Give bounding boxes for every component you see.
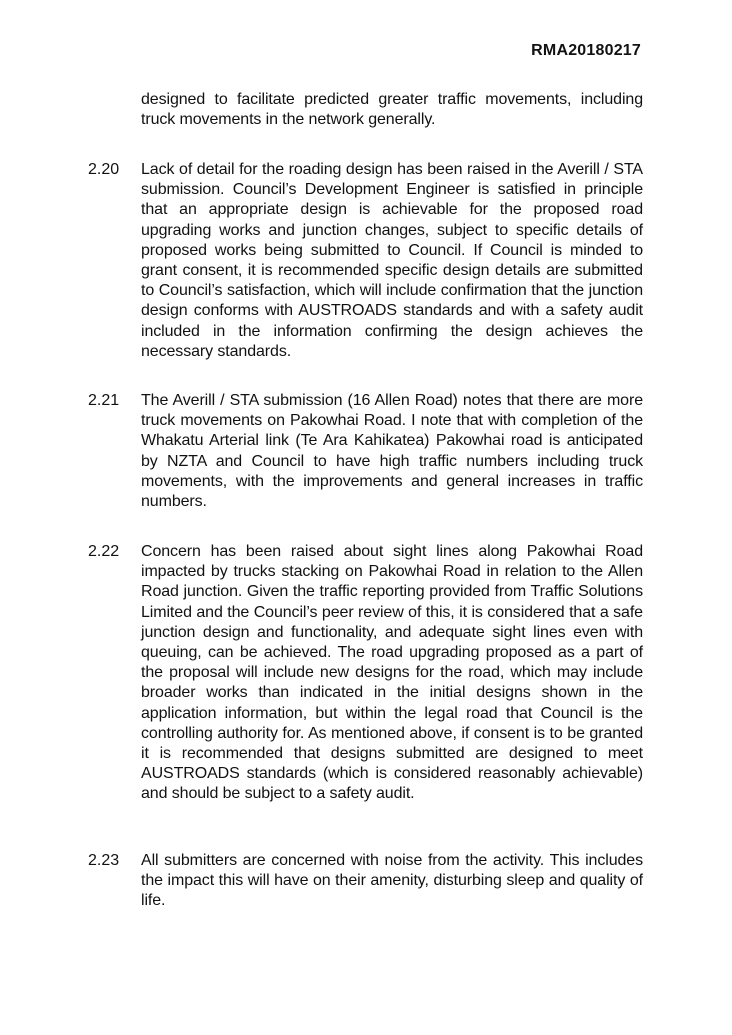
paragraph-text: All submitters are concerned with noise from the activity. This includes the impact this will have on their amenity, disturbing sleep and quality of life. [141, 852, 643, 910]
paragraph-number: 2.22 [88, 543, 120, 560]
paragraph-text: The Averill / STA submission (16 Allen Road) notes that there are more truck movements on Pakowhai Road. I note that with completion of the Whakatu Arterial link (Te Ara Kahikatea) Pakowhai road is anticipated by NZTA and Council to have high traffic numbers including truck movements, with the improvements and general increases in traffic numbers. [141, 392, 643, 511]
paragraph-number: 2.21 [88, 392, 120, 409]
paragraph-number: 2.20 [88, 161, 120, 178]
document-reference: RMA20180217 [531, 42, 641, 59]
paragraph-number: 2.23 [88, 852, 120, 869]
paragraph-text: designed to facilitate predicted greater traffic movements, including truck movements in the network generally. [141, 91, 643, 129]
paragraph-text: Lack of detail for the roading design has been raised in the Averill / STA submission. Council’s Development Engineer is satisfied in principle that an appropriate design is achievable for the proposed road upgrading works and junction changes, subject to specific details of proposed works being submitted to Council. If Council is minded to grant consent, it is recommended specific design details are submitted to Council’s satisfaction, which will include confirmation that the junction design conforms with AUSTROADS standards and with a safety audit included in the information confirming the design achieves the necessary standards. [141, 161, 643, 360]
paragraph-text: Concern has been raised about sight lines along Pakowhai Road impacted by trucks stacking on Pakowhai Road in relation to the Allen Road junction. Given the traffic reporting provided from Traffic Solutions Limited and the Council’s peer review of this, it is considered that a safe junction design and functionality, and adequate sight lines even with queuing, can be achieved. The road upgrading proposed as a part of the proposal will include new designs for the road, which may include broader works than indicated in the initial designs shown in the application information, but within the legal road that Council is the controlling authority for. As mentioned above, if consent is to be granted it is recommended that designs submitted are designed to meet AUSTROADS standards (which is considered reasonably achievable) and should be subject to a safety audit. [141, 543, 643, 803]
